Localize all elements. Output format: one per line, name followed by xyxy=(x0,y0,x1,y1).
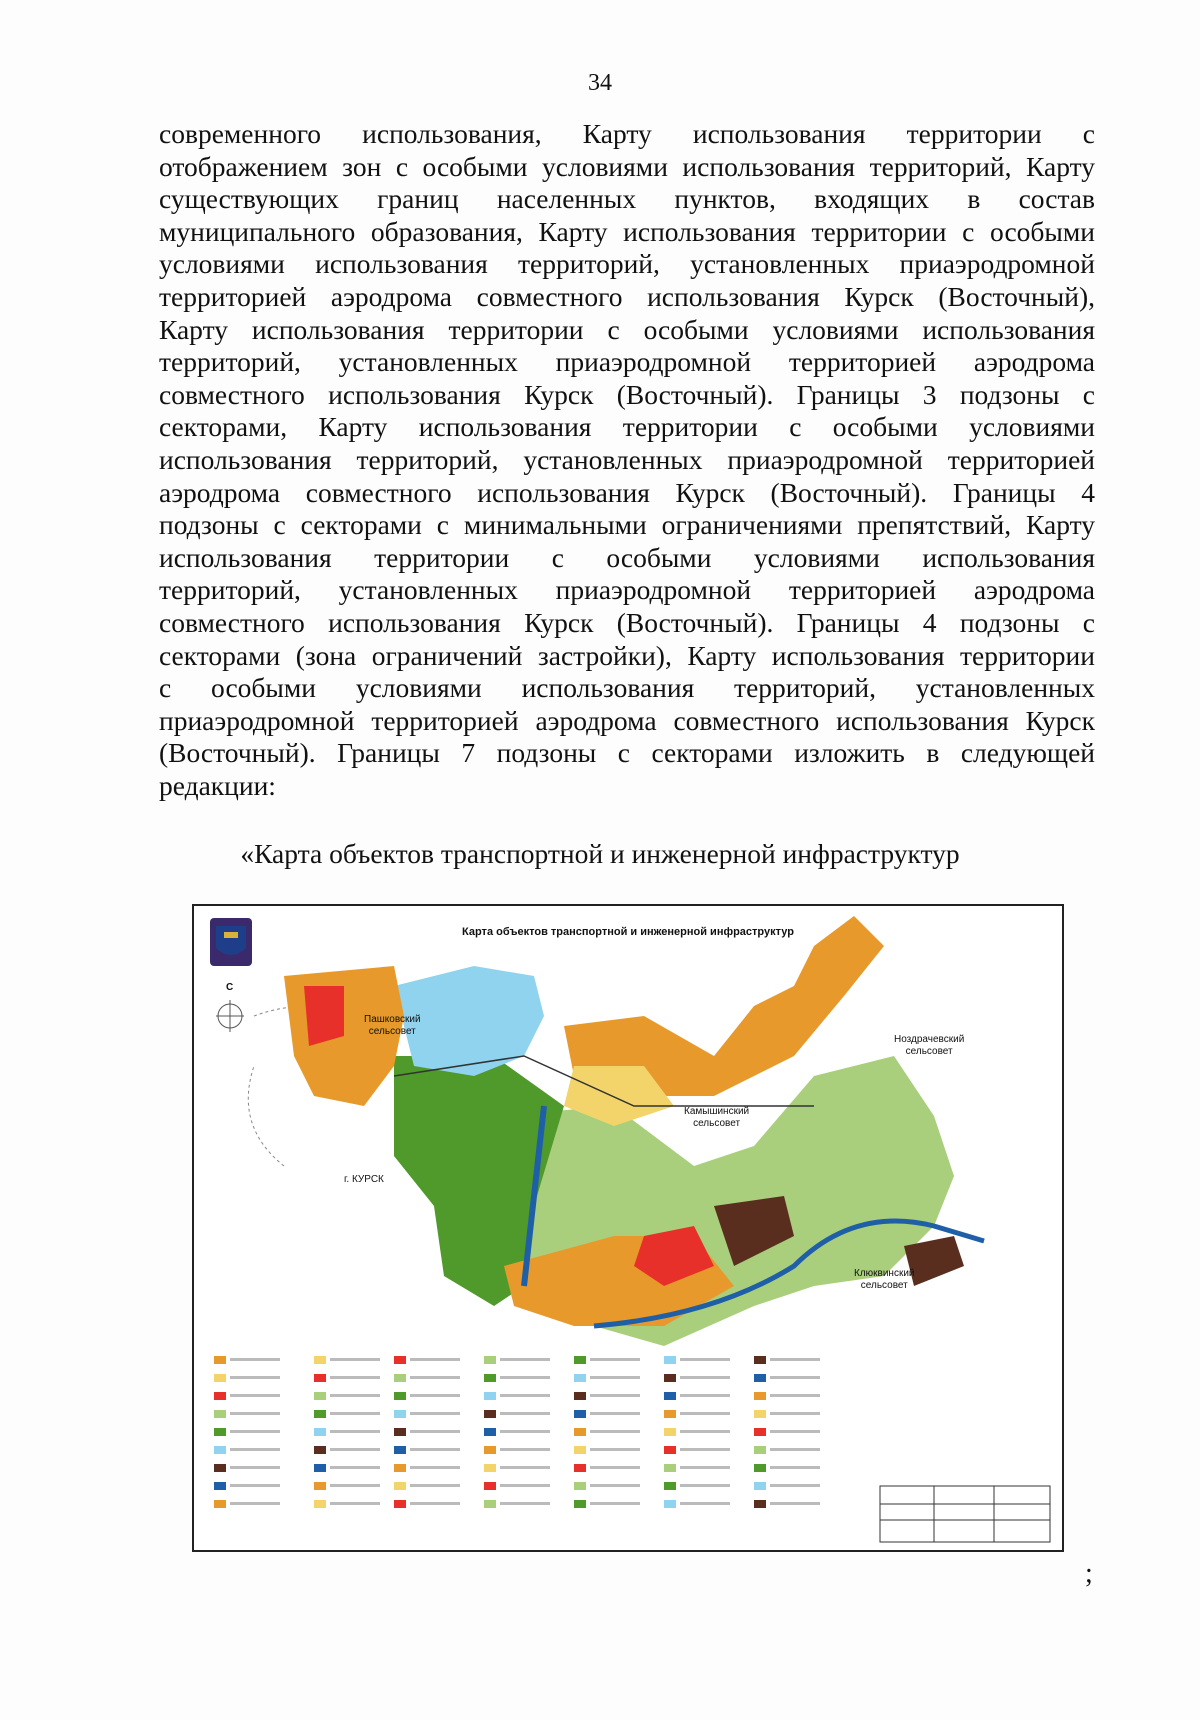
body-line: существующих границ населенных пунктов, входящих в состав xyxy=(159,183,1095,215)
legend-swatch xyxy=(664,1500,676,1508)
legend-text-placeholder xyxy=(500,1502,550,1505)
legend-swatch xyxy=(394,1374,406,1382)
body-line: совместного использования Курск (Восточный). Границы 3 подзоны с xyxy=(159,378,1095,410)
legend-text-placeholder xyxy=(590,1484,640,1487)
legend-text-placeholder xyxy=(680,1394,730,1397)
legend-swatch xyxy=(484,1428,496,1436)
legend-swatch xyxy=(664,1374,676,1382)
legend-text-placeholder xyxy=(230,1484,280,1487)
legend-swatch xyxy=(664,1356,676,1364)
legend-text-placeholder xyxy=(590,1376,640,1379)
legend-swatch xyxy=(314,1374,326,1382)
legend-text-placeholder xyxy=(410,1466,460,1469)
legend-text-placeholder xyxy=(330,1484,380,1487)
legend-text-placeholder xyxy=(680,1502,730,1505)
legend-swatch xyxy=(314,1446,326,1454)
legend-swatch xyxy=(574,1500,586,1508)
label-kursk: г. КУРСК xyxy=(344,1174,384,1185)
legend-swatch xyxy=(754,1500,766,1508)
legend-swatch xyxy=(574,1392,586,1400)
legend-text-placeholder xyxy=(590,1502,640,1505)
body-line: территорией аэродрома совместного использования Курск (Восточный), xyxy=(159,280,1095,312)
legend-text-placeholder xyxy=(230,1358,280,1361)
figure-caption: «Карта объектов транспортной и инженерной инфраструктур xyxy=(240,838,960,869)
body-line: использования территории с особыми условиями использования xyxy=(159,541,1095,573)
compass-north-label: С xyxy=(226,982,234,993)
legend-swatch xyxy=(214,1374,226,1382)
legend-swatch xyxy=(664,1410,676,1418)
legend-text-placeholder xyxy=(330,1466,380,1469)
body-line: муниципального образования, Карту использования территории с особыми xyxy=(159,215,1095,247)
label-pashkovsky: Пашковский сельсовет xyxy=(364,1014,421,1037)
title-block-stamp xyxy=(880,1486,1050,1542)
legend-swatch xyxy=(754,1446,766,1454)
legend-text-placeholder xyxy=(680,1484,730,1487)
legend-swatch xyxy=(484,1392,496,1400)
legend-swatch xyxy=(314,1428,326,1436)
legend-text-placeholder xyxy=(590,1466,640,1469)
legend-text-placeholder xyxy=(230,1466,280,1469)
label-nozdrachevsky: Ноздрачевский сельсовет xyxy=(894,1034,965,1057)
legend-swatch xyxy=(484,1482,496,1490)
legend-swatch xyxy=(754,1374,766,1382)
legend-text-placeholder xyxy=(590,1358,640,1361)
legend-swatch xyxy=(314,1464,326,1472)
legend-text-placeholder xyxy=(770,1358,820,1361)
legend-text-placeholder xyxy=(680,1466,730,1469)
body-line: совместного использования Курск (Восточный). Границы 4 подзоны с xyxy=(159,606,1095,638)
legend-text-placeholder xyxy=(770,1448,820,1451)
legend-text-placeholder xyxy=(680,1376,730,1379)
body-line: отображением зон с особыми условиями использования территорий, Карту xyxy=(159,150,1095,182)
legend-swatch xyxy=(484,1356,496,1364)
legend-text-placeholder xyxy=(410,1412,460,1415)
legend-swatch xyxy=(314,1482,326,1490)
body-line: использования территорий, установленных приаэродромной территорией xyxy=(159,443,1095,475)
legend-swatch xyxy=(214,1500,226,1508)
map-graphic xyxy=(194,906,1062,1550)
legend-swatch xyxy=(484,1374,496,1382)
legend-swatch xyxy=(214,1410,226,1418)
legend-swatch xyxy=(214,1464,226,1472)
legend-swatch xyxy=(754,1428,766,1436)
legend-swatch xyxy=(394,1356,406,1364)
body-line: территорий, установленных приаэродромной территорией аэродрома xyxy=(159,574,1095,606)
body-line: с особыми условиями использования территорий, установленных xyxy=(159,672,1095,704)
body-text xyxy=(159,118,1095,802)
legend-swatch xyxy=(214,1482,226,1490)
legend-swatch xyxy=(394,1446,406,1454)
map-legend xyxy=(214,1356,820,1508)
legend-text-placeholder xyxy=(330,1502,380,1505)
legend-text-placeholder xyxy=(230,1448,280,1451)
legend-swatch xyxy=(394,1500,406,1508)
legend-text-placeholder xyxy=(500,1376,550,1379)
legend-text-placeholder xyxy=(230,1502,280,1505)
legend-swatch xyxy=(484,1446,496,1454)
legend-swatch xyxy=(394,1428,406,1436)
legend-text-placeholder xyxy=(590,1394,640,1397)
legend-text-placeholder xyxy=(230,1394,280,1397)
legend-swatch xyxy=(394,1482,406,1490)
legend-swatch xyxy=(484,1410,496,1418)
legend-swatch xyxy=(574,1374,586,1382)
legend-swatch xyxy=(394,1392,406,1400)
trailing-semicolon: ; xyxy=(1085,1558,1093,1589)
legend-swatch xyxy=(214,1356,226,1364)
compass-icon xyxy=(216,1000,244,1032)
legend-text-placeholder xyxy=(770,1466,820,1469)
legend-text-placeholder xyxy=(410,1484,460,1487)
legend-swatch xyxy=(214,1428,226,1436)
legend-text-placeholder xyxy=(770,1376,820,1379)
legend-text-placeholder xyxy=(770,1394,820,1397)
legend-swatch xyxy=(754,1410,766,1418)
legend-text-placeholder xyxy=(410,1448,460,1451)
zone-special-b xyxy=(304,986,344,1046)
body-line: секторами (зона ограничений застройки), Карту использования территории xyxy=(159,639,1095,671)
legend-swatch xyxy=(314,1410,326,1418)
body-line: приаэродромной территорией аэродрома совместного использования Курск xyxy=(159,704,1095,736)
legend-text-placeholder xyxy=(230,1376,280,1379)
label-klyukvinsky: Клюквинский сельсовет xyxy=(854,1268,915,1291)
legend-swatch xyxy=(314,1356,326,1364)
legend-swatch xyxy=(754,1464,766,1472)
legend-swatch xyxy=(574,1446,586,1454)
legend-swatch xyxy=(754,1482,766,1490)
legend-swatch xyxy=(664,1482,676,1490)
legend-text-placeholder xyxy=(230,1430,280,1433)
legend-text-placeholder xyxy=(500,1466,550,1469)
legend-text-placeholder xyxy=(770,1484,820,1487)
legend-text-placeholder xyxy=(330,1358,380,1361)
legend-swatch xyxy=(574,1428,586,1436)
legend-text-placeholder xyxy=(770,1412,820,1415)
legend-text-placeholder xyxy=(680,1412,730,1415)
legend-text-placeholder xyxy=(590,1448,640,1451)
legend-swatch xyxy=(664,1464,676,1472)
legend-text-placeholder xyxy=(330,1448,380,1451)
legend-swatch xyxy=(214,1392,226,1400)
legend-text-placeholder xyxy=(500,1358,550,1361)
legend-swatch xyxy=(754,1392,766,1400)
map-title: Карта объектов транспортной и инженерной инфраструктур xyxy=(462,926,794,938)
legend-text-placeholder xyxy=(680,1430,730,1433)
legend-text-placeholder xyxy=(330,1430,380,1433)
legend-text-placeholder xyxy=(410,1502,460,1505)
legend-text-placeholder xyxy=(500,1412,550,1415)
legend-text-placeholder xyxy=(410,1430,460,1433)
legend-swatch xyxy=(664,1392,676,1400)
legend-swatch xyxy=(574,1410,586,1418)
legend-text-placeholder xyxy=(500,1430,550,1433)
legend-swatch xyxy=(394,1410,406,1418)
body-line: подзоны с секторами с минимальными ограничениями препятствий, Карту xyxy=(159,509,1095,541)
legend-text-placeholder xyxy=(590,1430,640,1433)
body-line: условиями использования территорий, установленных приаэродромной xyxy=(159,248,1095,280)
body-line: (Восточный). Границы 7 подзоны с секторами изложить в следующей xyxy=(159,737,1095,769)
legend-swatch xyxy=(484,1500,496,1508)
legend-text-placeholder xyxy=(330,1412,380,1415)
legend-swatch xyxy=(314,1500,326,1508)
legend-swatch xyxy=(574,1464,586,1472)
legend-swatch xyxy=(394,1464,406,1472)
legend-swatch xyxy=(664,1446,676,1454)
body-line: редакции: xyxy=(159,769,276,801)
legend-swatch xyxy=(214,1446,226,1454)
body-line: территорий, установленных приаэродромной территорией аэродрома xyxy=(159,346,1095,378)
body-line: аэродрома совместного использования Курск (Восточный). Границы 4 xyxy=(159,476,1095,508)
legend-text-placeholder xyxy=(680,1448,730,1451)
legend-text-placeholder xyxy=(330,1376,380,1379)
label-kamyshinsky: Камышинский сельсовет xyxy=(684,1106,750,1129)
legend-text-placeholder xyxy=(410,1376,460,1379)
legend-text-placeholder xyxy=(230,1412,280,1415)
legend-text-placeholder xyxy=(330,1394,380,1397)
body-line: секторами, Карту использования территории с особыми условиями xyxy=(159,411,1095,443)
legend-text-placeholder xyxy=(410,1358,460,1361)
legend-swatch xyxy=(574,1482,586,1490)
legend-text-placeholder xyxy=(500,1394,550,1397)
legend-text-placeholder xyxy=(500,1448,550,1451)
legend-text-placeholder xyxy=(680,1358,730,1361)
legend-swatch xyxy=(754,1356,766,1364)
legend-swatch xyxy=(484,1464,496,1472)
legend-text-placeholder xyxy=(410,1394,460,1397)
legend-swatch xyxy=(574,1356,586,1364)
legend-swatch xyxy=(314,1392,326,1400)
body-line: современного использования, Карту использования территории с xyxy=(159,118,1095,149)
body-line: Карту использования территории с особыми условиями использования xyxy=(159,313,1095,345)
legend-text-placeholder xyxy=(770,1502,820,1505)
legend-text-placeholder xyxy=(770,1430,820,1433)
map-figure xyxy=(192,904,1064,1552)
page-number: 34 xyxy=(588,70,612,96)
legend-text-placeholder xyxy=(500,1484,550,1487)
legend-swatch xyxy=(664,1428,676,1436)
legend-text-placeholder xyxy=(590,1412,640,1415)
